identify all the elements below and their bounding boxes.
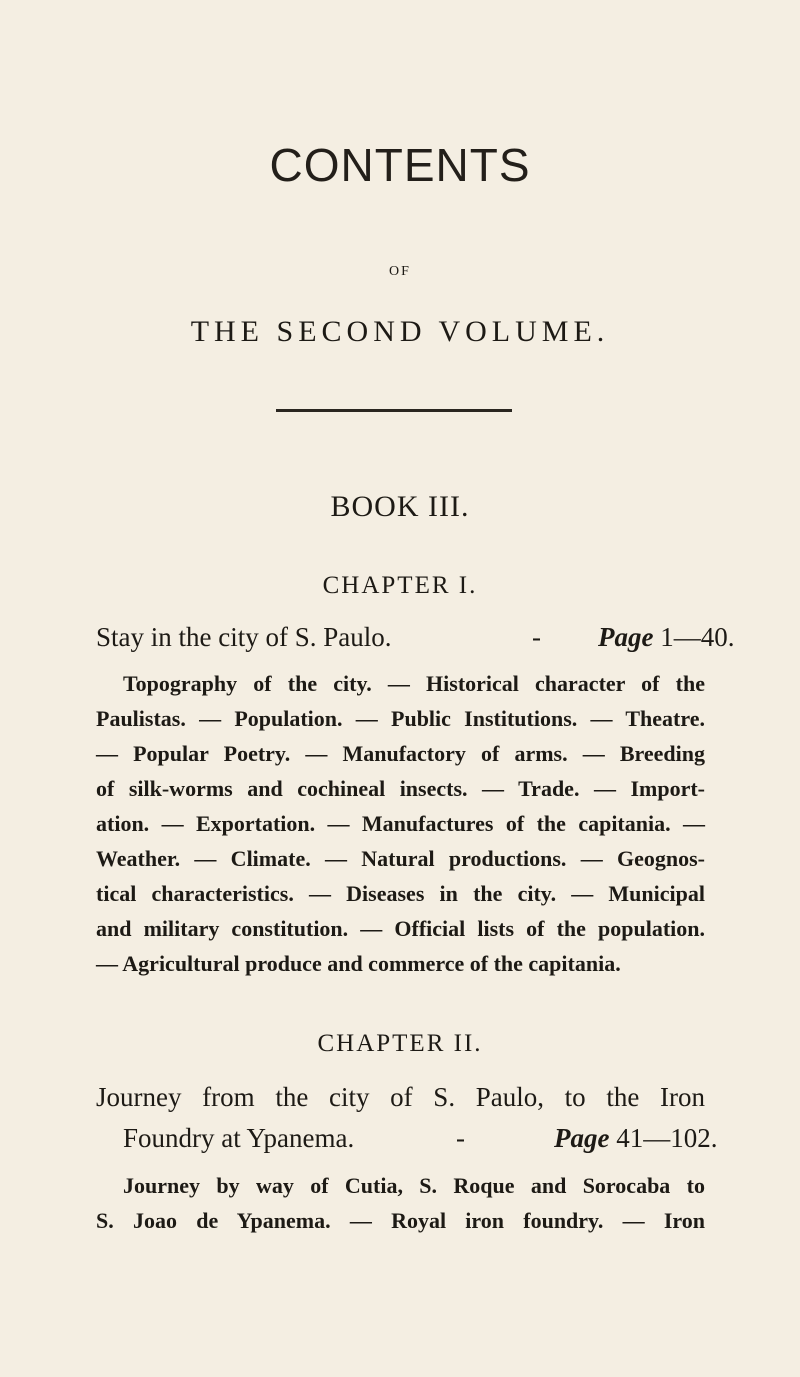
summary-line: Weather. — Climate. — Natural productions. — Geognos-	[96, 846, 705, 871]
summary-line: Journey by way of Cutia, S. Roque and Sorocaba to	[123, 1173, 705, 1198]
chapter-2-title-line-2: Foundry at Ypanema.	[123, 1123, 355, 1153]
summary-line: — Popular Poetry. — Manufactory of arms. — Breeding	[96, 741, 705, 766]
page-range: 41—102.	[616, 1123, 718, 1153]
summary-line: Topography of the city. — Historical character of the	[123, 671, 705, 696]
summary-line: and military constitution. — Official lists of the population.	[96, 916, 705, 941]
book-heading: BOOK III.	[330, 490, 470, 523]
volume-title: THE SECOND VOLUME.	[190, 315, 610, 348]
chapter-1-dash: -	[532, 622, 541, 652]
chapter-1-page-ref	[598, 622, 734, 653]
summary-line: — Agricultural produce and commerce of the capitania.	[96, 951, 621, 976]
title-rule	[276, 409, 512, 412]
title-of: OF	[389, 264, 411, 279]
chapter-2-dash: -	[456, 1123, 465, 1153]
chapter-2-title-line-1: Journey from the city of S. Paulo, to the Iron	[96, 1082, 705, 1112]
chapter-2-heading: CHAPTER II.	[317, 1030, 483, 1057]
summary-line: tical characteristics. — Diseases in the city. — Municipal	[96, 881, 705, 906]
page-label: Page	[554, 1123, 610, 1153]
summary-line: of silk-worms and cochineal insects. — Trade. — Import-	[96, 776, 705, 801]
page-label: Page	[598, 622, 654, 652]
page-range: 1—40.	[660, 622, 735, 652]
chapter-1-heading: CHAPTER I.	[322, 572, 478, 599]
summary-line: Paulistas. — Population. — Public Institutions. — Theatre.	[96, 706, 705, 731]
chapter-1-title: Stay in the city of S. Paulo.	[96, 622, 392, 652]
summary-line: ation. — Exportation. — Manufactures of the capitania. —	[96, 811, 705, 836]
chapter-2-page-ref	[554, 1123, 717, 1154]
page-title: CONTENTS	[269, 139, 531, 191]
summary-line: S. Joao de Ypanema. — Royal iron foundry. — Iron	[96, 1208, 705, 1233]
